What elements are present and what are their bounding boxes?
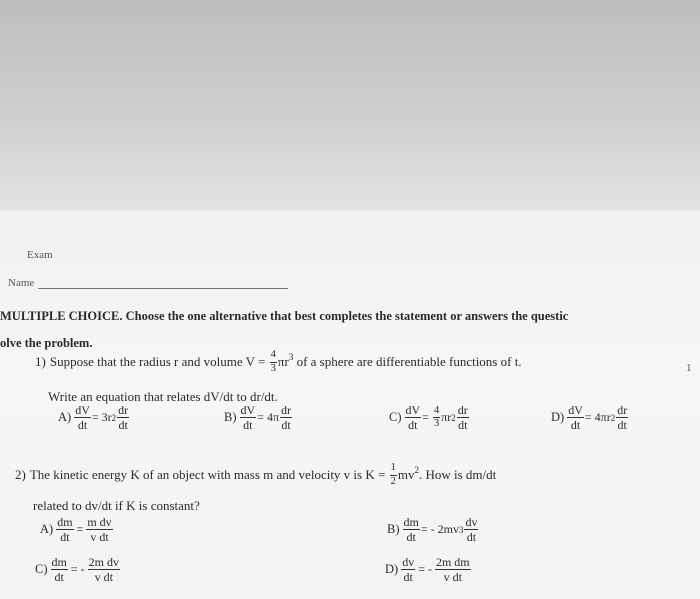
- q2-option-a[interactable]: [40, 516, 114, 543]
- fraction: $\frac{\text{m dv}}{\text{v dt}}$: [87, 515, 112, 544]
- fraction: $\frac{dv}{dt}$: [402, 555, 415, 584]
- q2-option-d[interactable]: [385, 556, 472, 583]
- fraction: $\frac{dm}{dt}$: [403, 515, 419, 544]
- option-label: B): [224, 410, 237, 424]
- instructions-text-2: olve the problem.: [0, 336, 93, 350]
- exponent: 2: [111, 412, 117, 423]
- option-label: D): [551, 410, 565, 424]
- q2-option-b[interactable]: [387, 516, 479, 543]
- fraction: $\frac{dV}{dt}$: [568, 403, 583, 432]
- fraction: $\frac{dm}{dt}$: [51, 555, 67, 584]
- q1-option-a[interactable]: [58, 404, 130, 431]
- option-label: A): [40, 522, 54, 536]
- equation-text: = 4πr: [584, 410, 611, 424]
- q1-option-c[interactable]: [389, 404, 470, 431]
- fraction: $\frac{dr}{dt}$: [457, 403, 468, 432]
- fraction: $\frac{1}{2}$: [390, 462, 396, 487]
- name-underline: [38, 288, 288, 289]
- fraction: $\frac{dr}{dt}$: [118, 403, 129, 432]
- exponent: 3: [458, 524, 464, 535]
- instructions-heading: MULTIPLE CHOICE.: [0, 309, 123, 323]
- q2-option-c[interactable]: [35, 556, 121, 583]
- option-label: C): [389, 410, 402, 424]
- equation-text: =: [422, 410, 432, 424]
- fraction: $\frac{dr}{dt}$: [281, 403, 291, 432]
- fraction: $\frac{dV}{dt}$: [240, 403, 256, 432]
- question-text: Suppose that the radius r and volume V =: [49, 354, 269, 369]
- exam-label: Exam: [27, 249, 53, 261]
- fraction: $\frac{dv}{dt}$: [465, 515, 478, 544]
- question-2-line-2: related to dv/dt if K is constant?: [33, 498, 200, 513]
- q1-option-b[interactable]: [224, 404, 293, 431]
- equation-text: = 4π: [257, 410, 279, 424]
- desk-background: [0, 0, 700, 215]
- question-number: 2): [15, 467, 26, 482]
- fraction: $\frac{4}{3}$: [270, 349, 276, 374]
- fraction: $\frac{4}{3}$: [433, 404, 440, 429]
- exponent: 2: [451, 412, 456, 423]
- fraction: $\frac{\text{2m dm}}{\text{v dt}}$: [435, 555, 470, 584]
- fraction: $\frac{dV}{dt}$: [405, 403, 421, 432]
- option-label: C): [35, 562, 48, 576]
- question-number: 1): [35, 354, 46, 369]
- question-1-line-2: Write an equation that relates dV/dt to dr/dt.: [48, 389, 278, 404]
- exponent: 2: [414, 465, 419, 475]
- equation-text: πr: [441, 410, 452, 424]
- question-text: πr: [277, 354, 289, 369]
- equation-text: = -: [70, 562, 85, 576]
- exponent: 2: [610, 412, 616, 423]
- question-2-stem: [15, 463, 496, 487]
- question-text: of a sphere are differentiable functions of t.: [293, 354, 522, 369]
- option-label: A): [58, 410, 72, 424]
- name-label: Name: [8, 277, 35, 289]
- equation-text: = 3r: [91, 410, 112, 424]
- equation-text: =: [76, 522, 84, 536]
- question-text: . How is dm/dt: [418, 467, 497, 482]
- question-text: The kinetic energy K of an object with mass m and velocity v is K =: [29, 467, 389, 482]
- page-edge-mark: 1: [686, 362, 692, 374]
- instructions-text: Choose the one alternative that best completes the statement or answers the questic: [125, 309, 569, 323]
- question-1-stem: [35, 350, 522, 374]
- instructions: [0, 309, 568, 324]
- option-label: B): [387, 522, 400, 536]
- fraction: $\frac{dm}{dt}$: [57, 515, 73, 544]
- fraction: $\frac{\text{2m dv}}{\text{v dt}}$: [88, 555, 119, 584]
- exponent: 3: [288, 352, 294, 362]
- equation-text: = - 2mv: [420, 522, 459, 536]
- option-label: D): [385, 562, 399, 576]
- question-text: mv: [397, 467, 415, 482]
- q1-option-d[interactable]: [551, 404, 629, 431]
- fraction: $\frac{dV}{dt}$: [75, 403, 90, 432]
- equation-text: = -: [418, 562, 432, 576]
- fraction: $\frac{dr}{dt}$: [617, 403, 628, 432]
